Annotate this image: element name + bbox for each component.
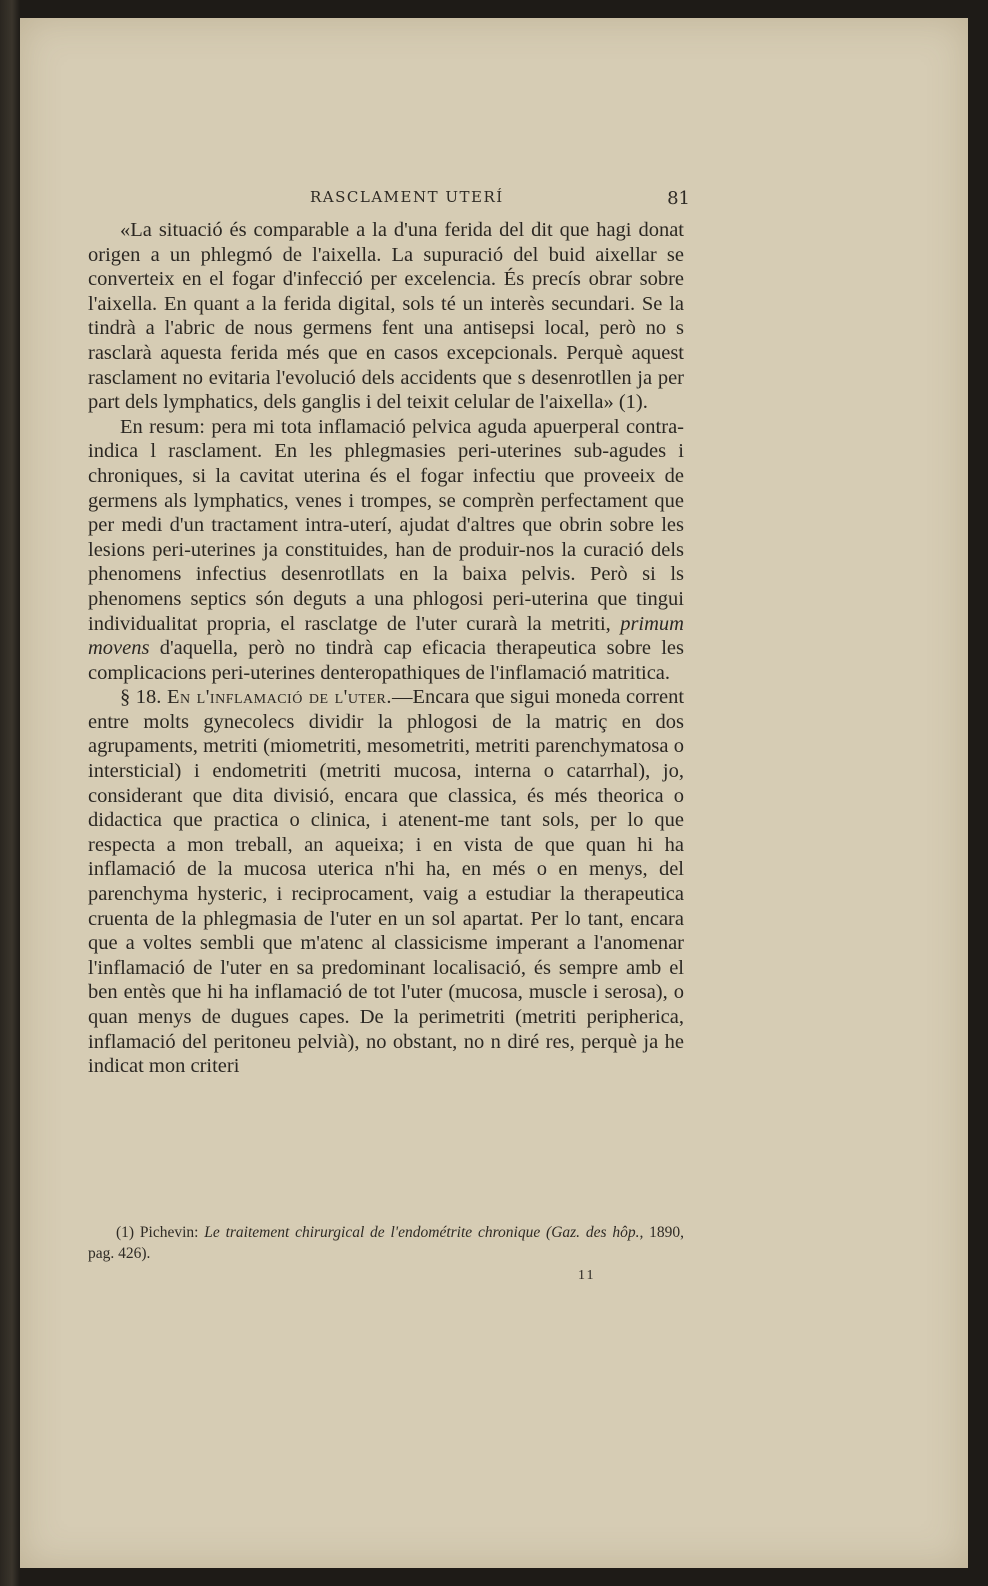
- main-text: [88, 218, 684, 1079]
- footnote-details: 1890, pag. 426).: [88, 1224, 685, 1262]
- section-heading: En l'inflamació de l'uter.: [167, 686, 393, 709]
- page-header: [300, 168, 690, 209]
- section-text: —Encara que sigui moneda corrent entre molts gynecolecs dividir la phlogosi de la matriç en dos agrupaments, metriti (miometriti, mesometriti, metriti parenchymatosa o intersticial) i endometriti (metriti mucosa, interna o catarrhal), jo, considerant que dita divisió, encara que classica, és més theorica o didactica que practica o clinica, i atenent-me tant sols, per lo que respecta a mon treball, an aqueixa; i en vista de que quan hi ha inflamació de la mucosa uterica n'hi ha, en més o en menys, del parenchyma hysteric, i reciprocament, vaig a estudiar la therapeutica cruenta de la phlegmasia de l'uter en un sol apartat. Per lo tant, encara que a voltes sembli que m'atenc al classicisme imperant a l'anomenar l'inflamació de l'uter en sa predominant localisació, és sempre amb el ben entès que hi ha inflamació de tot l'uter (mucosa, muscle i serosa), o quan menys de dugues capes. De la perimetriti (metriti peripherica, inflamació del peritoneu pelvià), no obstant, no n diré res, perquè ja he indicat mon criteri: [88, 686, 685, 1078]
- book-spine-edge: [0, 0, 20, 1586]
- footnote-author: Pichevin:: [139, 1224, 199, 1241]
- section-number: § 18.: [120, 686, 162, 709]
- paragraph-resum-end: d'aquella, però no tindrà cap eficacia therapeutica sobre les complicacions peri-uterines denteropathiques de l'inflamació matritica.: [88, 637, 685, 684]
- footnote-source: (Gaz. des hôp.,: [546, 1224, 644, 1241]
- paragraph-resum: [88, 415, 684, 686]
- footnote-title: Le traitement chirurgical de l'endométrite chronique: [204, 1224, 541, 1241]
- italic-phrase: primum movens: [88, 612, 684, 660]
- signature-mark: 11: [578, 1268, 596, 1283]
- footnote: [88, 1222, 684, 1264]
- paragraph-resum-text: En resum: pera mi tota inflamació pelvica aguda apuerperal contra-indica l rasclament. En les phlegmasies peri-uterines sub-agudes i chroniques, si la cavitat uterina és el fogar infectiu que proveeix de germens als lymphatics, venes i trompes, se comprèn perfectament que per medi d'un tractament intra-uterí, ajudat d'altres que obrin sobre les lesions peri-uterines ja constituides, han de produir-nos la curació dels phenomens infectius desenrotllats en la baixa pelvis. Però si ls phenomens septics són deguts a una phlogosi peri-uterina que tingui individualitat propria, el rasclatge de l'uter curarà la metriti,: [88, 415, 684, 635]
- paragraph-section-18: [88, 685, 684, 1079]
- page-number: 81: [667, 188, 690, 209]
- footnote-marker: (1): [116, 1224, 135, 1241]
- paragraph-quote: «La situació és comparable a la d'una ferida del dit que hagi donat origen a un phlegmó de l'aixella. La supuració del buid aixellar se converteix en el fogar d'infecció per excelencia. És precís obrar sobre l'aixella. En quant a la ferida digital, sols té un interès secundari. Se la tindrà a l'abric de nous germens fent una antisepsi local, però no s rasclarà aquesta ferida més que en casos excepcionals. Perquè aquest rasclament no evitaria l'evolució dels accidents que s desenrotllen ja per part dels lymphatics, dels ganglis i del teixit celular de l'aixella» (1).: [88, 219, 684, 414]
- running-title: RASCLAMENT UTERÍ: [310, 188, 504, 206]
